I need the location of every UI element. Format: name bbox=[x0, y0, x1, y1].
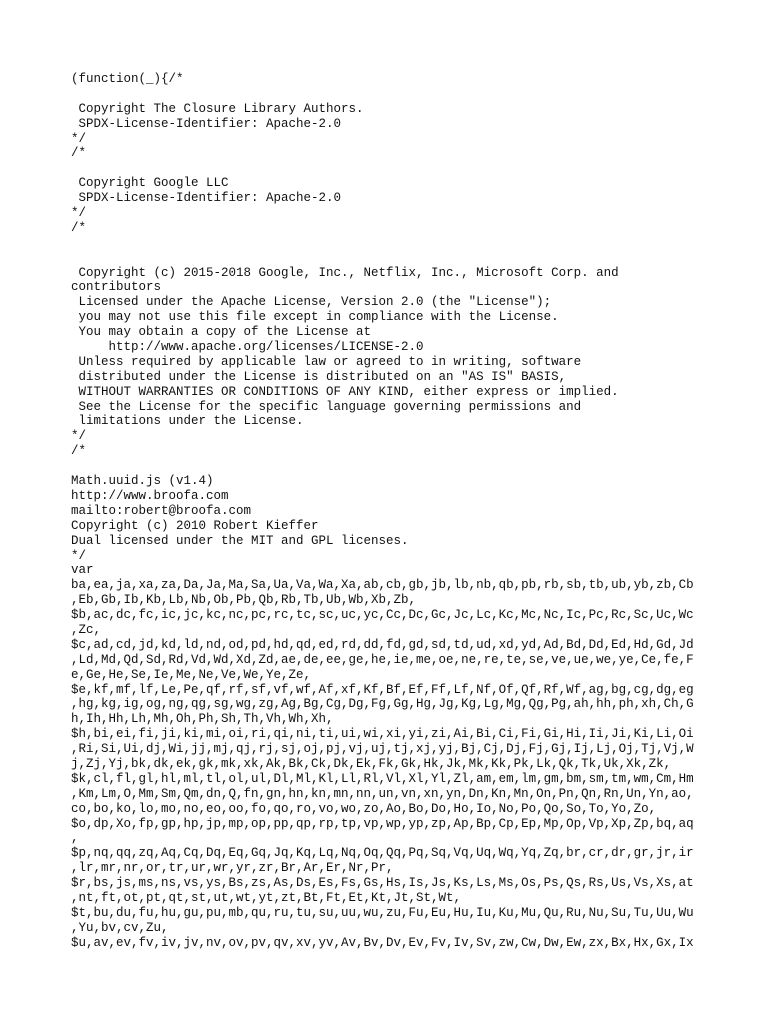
code-line: ,nt,ft,ot,pt,qt,st,ut,wt,yt,zt,Bt,Ft,Et,Kt,Jt,St,Wt, bbox=[71, 890, 462, 905]
code-line: */ bbox=[71, 131, 87, 146]
code-line: e,Ge,He,Se,Ie,Me,Ne,Ve,We,Ye,Ze, bbox=[71, 667, 312, 682]
code-line: /* bbox=[71, 220, 87, 235]
code-line: ,Eb,Gb,Ib,Kb,Lb,Nb,Ob,Pb,Qb,Rb,Tb,Ub,Wb,Xb,Zb, bbox=[71, 593, 417, 608]
code-line bbox=[71, 459, 699, 474]
code-line bbox=[71, 161, 699, 176]
code-line: Licensed under the Apache License, Version 2.0 (the "License"); bbox=[71, 295, 552, 310]
code-line: ,lr,mr,nr,or,tr,ur,wr,yr,zr,Br,Ar,Er,Nr,Pr, bbox=[71, 861, 394, 876]
code-line: See the License for the specific language governing permissions and bbox=[71, 399, 582, 414]
code-line: ,Zc, bbox=[71, 622, 102, 637]
code-line: */ bbox=[71, 206, 87, 221]
code-line: ,Km,Lm,O,Mm,Sm,Qm,dn,Q,fn,gn,hn,kn,mn,nn,un,vn,xn,yn,Dn,Kn,Mn,On,Pn,Qn,Rn,Un,Yn,ao, bbox=[71, 786, 694, 801]
code-line: co,bo,ko,lo,mo,no,eo,oo,fo,qo,ro,vo,wo,zo,Ao,Bo,Do,Ho,Io,No,Po,Qo,So,To,Yo,Zo, bbox=[71, 801, 657, 816]
code-line: You may obtain a copy of the License at bbox=[71, 325, 372, 340]
source-code-document bbox=[71, 72, 699, 951]
code-line: ba,ea,ja,xa,za,Da,Ja,Ma,Sa,Ua,Va,Wa,Xa,ab,cb,gb,jb,lb,nb,qb,pb,rb,sb,tb,ub,yb,zb,Cb bbox=[71, 578, 694, 593]
code-line: ,Ri,Si,Ui,dj,Wi,jj,mj,qj,rj,sj,oj,pj,vj,uj,tj,xj,yj,Bj,Cj,Dj,Fj,Gj,Ij,Lj,Oj,Tj,Vj,W bbox=[71, 742, 694, 757]
code-line: $u,av,ev,fv,iv,jv,nv,ov,pv,qv,xv,yv,Av,Bv,Dv,Ev,Fv,Iv,Sv,zw,Cw,Dw,Ew,zx,Bx,Hx,Gx,Ix bbox=[71, 935, 694, 950]
code-line: $t,bu,du,fu,hu,gu,pu,mb,qu,ru,tu,su,uu,wu,zu,Fu,Eu,Hu,Iu,Ku,Mu,Qu,Ru,Nu,Su,Tu,Uu,Wu bbox=[71, 905, 694, 920]
code-line: */ bbox=[71, 548, 87, 563]
code-line: http://www.broofa.com bbox=[71, 488, 229, 503]
code-line: SPDX-License-Identifier: Apache-2.0 bbox=[71, 116, 342, 131]
code-line bbox=[71, 236, 699, 251]
code-line: h,Ih,Hh,Lh,Mh,Oh,Ph,Sh,Th,Vh,Wh,Xh, bbox=[71, 712, 334, 727]
code-line: $p,nq,qq,zq,Aq,Cq,Dq,Eq,Gq,Jq,Kq,Lq,Nq,Oq,Qq,Pq,Sq,Vq,Uq,Wq,Yq,Zq,br,cr,dr,gr,jr,ir bbox=[71, 846, 694, 861]
code-line: $k,cl,fl,gl,hl,ml,tl,ol,ul,Dl,Ml,Kl,Ll,Rl,Vl,Xl,Yl,Zl,am,em,lm,gm,bm,sm,tm,wm,Cm,Hm bbox=[71, 771, 694, 786]
code-line: Copyright The Closure Library Authors. bbox=[71, 101, 364, 116]
code-line: Copyright (c) 2015-2018 Google, Inc., Netflix, Inc., Microsoft Corp. and bbox=[71, 265, 619, 280]
code-line: SPDX-License-Identifier: Apache-2.0 bbox=[71, 191, 342, 206]
code-line: Copyright Google LLC bbox=[71, 176, 229, 191]
code-line: */ bbox=[71, 429, 87, 444]
code-line: WITHOUT WARRANTIES OR CONDITIONS OF ANY KIND, either express or implied. bbox=[71, 384, 619, 399]
code-line: $b,ac,dc,fc,ic,jc,kc,nc,pc,rc,tc,sc,uc,yc,Cc,Dc,Gc,Jc,Lc,Kc,Mc,Nc,Ic,Pc,Rc,Sc,Uc,Wc bbox=[71, 608, 694, 623]
code-line: mailto:robert@broofa.com bbox=[71, 503, 252, 518]
code-line: ,Yu,bv,cv,Zu, bbox=[71, 920, 169, 935]
code-line: j,Zj,Yj,bk,dk,ek,gk,mk,xk,Ak,Bk,Ck,Dk,Ek,Fk,Gk,Hk,Jk,Mk,Kk,Pk,Lk,Qk,Tk,Uk,Xk,Zk, bbox=[71, 756, 672, 771]
code-line: Copyright (c) 2010 Robert Kieffer bbox=[71, 518, 319, 533]
code-line: contributors bbox=[71, 280, 162, 295]
code-line: Unless required by applicable law or agreed to in writing, software bbox=[71, 354, 582, 369]
code-line bbox=[71, 87, 699, 102]
code-line: (function(_){/* bbox=[71, 72, 184, 86]
code-line: $e,kf,mf,lf,Le,Pe,qf,rf,sf,vf,wf,Af,xf,Kf,Bf,Ef,Ff,Lf,Nf,Of,Qf,Rf,Wf,ag,bg,cg,dg,eg bbox=[71, 682, 694, 697]
code-line bbox=[71, 251, 699, 266]
code-line: ,Ld,Md,Qd,Sd,Rd,Vd,Wd,Xd,Zd,ae,de,ee,ge,he,ie,me,oe,ne,re,te,se,ve,ue,we,ye,Ce,fe,F bbox=[71, 652, 694, 667]
code-line: /* bbox=[71, 146, 87, 161]
code-line: http://www.apache.org/licenses/LICENSE-2.0 bbox=[71, 340, 424, 355]
code-line: ,hg,kg,ig,og,ng,qg,sg,wg,zg,Ag,Bg,Cg,Dg,Fg,Gg,Hg,Jg,Kg,Lg,Mg,Qg,Pg,ah,hh,ph,xh,Ch,G bbox=[71, 697, 694, 712]
code-line: $c,ad,cd,jd,kd,ld,nd,od,pd,hd,qd,ed,rd,dd,fd,gd,sd,td,ud,xd,yd,Ad,Bd,Dd,Ed,Hd,Gd,Jd bbox=[71, 637, 694, 652]
code-line: /* bbox=[71, 444, 87, 459]
code-line: $r,bs,js,ms,ns,vs,ys,Bs,zs,As,Ds,Es,Fs,Gs,Hs,Is,Js,Ks,Ls,Ms,Os,Ps,Qs,Rs,Us,Vs,Xs,at bbox=[71, 876, 694, 891]
code-line: Dual licensed under the MIT and GPL licenses. bbox=[71, 533, 409, 548]
code-line: you may not use this file except in compliance with the License. bbox=[71, 310, 559, 325]
code-line: Math.uuid.js (v1.4) bbox=[71, 474, 214, 489]
code-line: $o,dp,Xo,fp,gp,hp,jp,mp,op,pp,qp,rp,tp,vp,wp,yp,zp,Ap,Bp,Cp,Ep,Mp,Op,Vp,Xp,Zp,bq,aq bbox=[71, 816, 694, 831]
code-line: limitations under the License. bbox=[71, 414, 304, 429]
code-line: , bbox=[71, 831, 79, 846]
code-line: var bbox=[71, 563, 94, 578]
code-line: distributed under the License is distributed on an "AS IS" BASIS, bbox=[71, 369, 567, 384]
code-line: $h,bi,ei,fi,ji,ki,mi,oi,ri,qi,ni,ti,ui,wi,xi,yi,zi,Ai,Bi,Ci,Fi,Gi,Hi,Ii,Ji,Ki,Li,Oi bbox=[71, 727, 694, 742]
